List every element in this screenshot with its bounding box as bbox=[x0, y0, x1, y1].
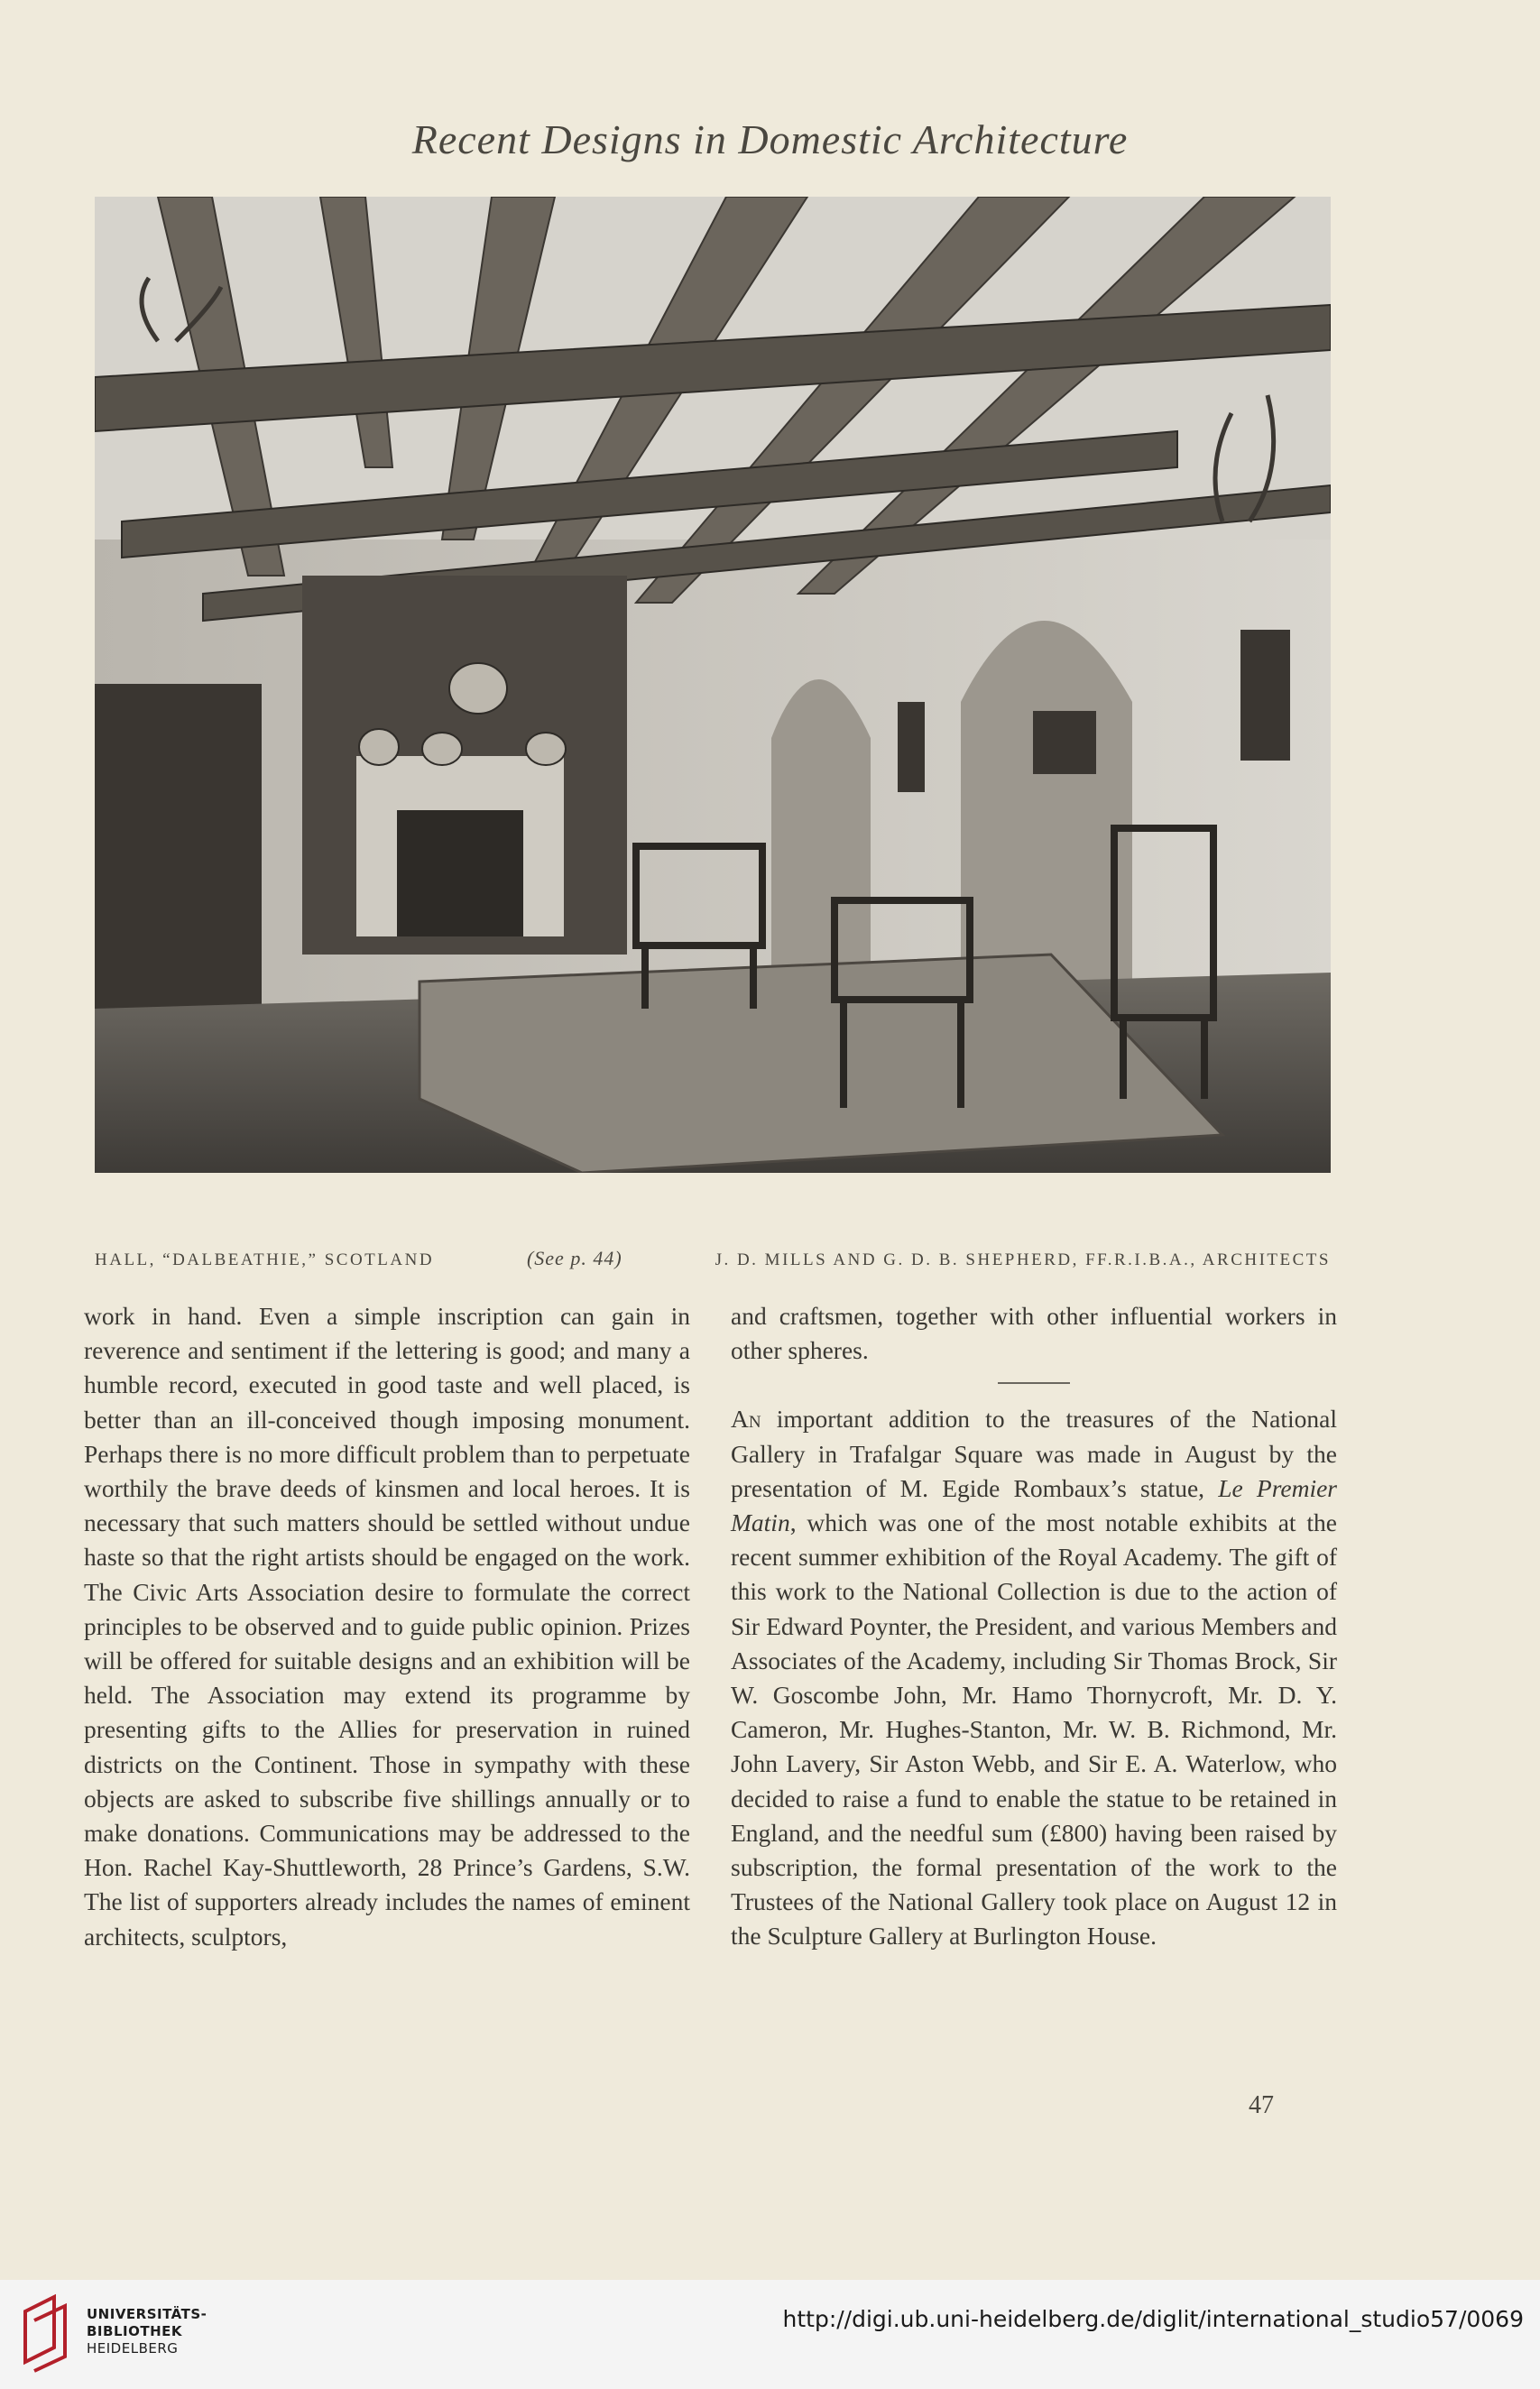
caption-page-reference: (See p. 44) bbox=[526, 1247, 622, 1269]
source-url-link[interactable]: http://digi.ub.uni-heidelberg.de/diglit/international_studio57/0069 bbox=[782, 2306, 1524, 2332]
running-head: Recent Designs in Domestic Architecture bbox=[411, 116, 1129, 162]
library-name-line-1: UNIVERSITÄTS- bbox=[87, 2306, 207, 2322]
paragraph-lead: An bbox=[731, 1405, 761, 1434]
caption-architects: J. D. MILLS AND G. D. B. SHEPHERD, FF.R.I.B.A., ARCHITECTS bbox=[715, 1250, 1331, 1269]
caption-title: HALL, “DALBEATHIE,” SCOTLAND bbox=[95, 1250, 435, 1269]
library-name-line-3: HEIDELBERG bbox=[87, 2340, 179, 2357]
right-column bbox=[731, 1299, 1337, 1954]
right-column-continuation: and craftsmen, together with other influential workers in other spheres. bbox=[731, 1302, 1337, 1365]
left-column bbox=[84, 1299, 690, 1954]
plate-caption bbox=[95, 1247, 1331, 1270]
library-logo bbox=[18, 2293, 325, 2375]
paragraph-part-2: , which was one of the most notable exhibits at the recent summer exhibition of the Royal Academy. The gift of this work to the National Collection is due to the action of Sir Edward Poynter, the President, and various Members and Associates of the Academy, including Sir Thomas Brock, Sir W. Goscombe John, Mr. Hamo Thornycroft, Mr. D. Y. Cameron, Mr. Hughes-Stanton, Mr. W. B. Richmond, Mr. John Lavery, Sir Aston Webb, and Sir E. A. Waterlow, who decided to raise a fund to enable the statue to be retained in England, and the needful sum (£800) having been raised by subscription, the formal presentation of the work to the Trustees of the National Gallery took place on August 12 in the Sculpture Gallery at Burlington House. bbox=[731, 1508, 1337, 1951]
hall-photograph bbox=[95, 197, 1331, 1173]
page-number: 47 bbox=[1249, 2091, 1274, 2119]
national-gallery-paragraph bbox=[731, 1402, 1337, 1953]
library-name-line-2: BIBLIOTHEK bbox=[87, 2323, 182, 2339]
left-column-text: work in hand. Even a simple inscription can gain in reverence and sentiment if the lettering is good; and many a humble record, executed in good taste and well placed, is better than an ill-conceived though imposing monument. Perhaps there is no more difficult problem than to perpetuate worthily the brave deeds of kinsmen and local heroes. It is necessary that such matters should be settled without undue haste so that the right artists should be engaged on the work. The Civic Arts Association desire to formulate the correct principles to be observed and to guide public opinion. Prizes will be offered for suitable designs and an exhibition will be held. The Association may extend its programme by presenting gifts to the Allies for preservation in ruined districts on the Continent. Those in sympathy with these objects are asked to subscribe five shillings annually or to make donations. Communications may be addressed to the Hon. Rachel Kay-Shuttleworth, 28 Prince’s Gardens, S.W. The list of supporters already includes the names of eminent architects, sculptors, bbox=[84, 1302, 690, 1951]
paragraph-part-1: important addition to the treasures of the National Gallery in Trafalgar Square was made in August by the presentation of M. Egide Rombaux’s statue, bbox=[731, 1405, 1337, 1502]
library-logo-icon bbox=[18, 2293, 74, 2375]
statue-title: Le Premier Matin bbox=[731, 1473, 1338, 1537]
section-divider bbox=[998, 1382, 1070, 1384]
